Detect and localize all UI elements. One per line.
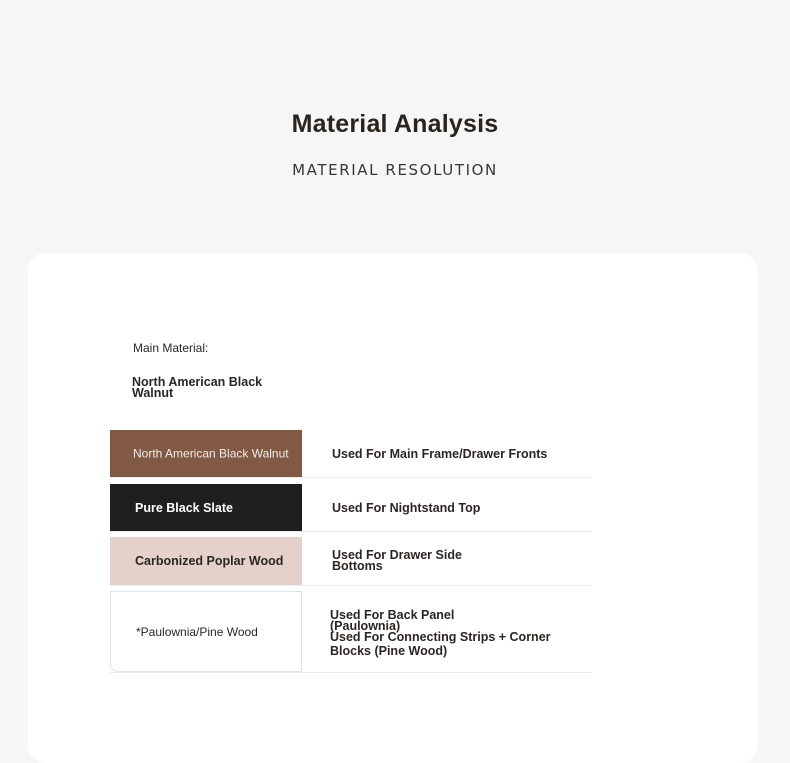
material-card [28, 253, 758, 763]
material-name: North American Black Walnut [133, 446, 289, 460]
material-usage: Used For Drawer Side Bottoms [332, 548, 462, 573]
material-name: *Paulownia/Pine Wood [136, 624, 258, 639]
material-usage: Used For Back Panel (Paulownia) [330, 608, 455, 633]
material-usage: Used For Main Frame/Drawer Fronts [332, 446, 548, 461]
material-swatch [110, 591, 302, 672]
main-material-value: North American Black Walnut [132, 375, 263, 400]
material-swatch [110, 484, 302, 531]
material-swatch [110, 537, 302, 585]
material-row [110, 591, 592, 673]
material-usage-secondary: Used For Connecting Strips + Corner Blocks (Pine Wood) [330, 630, 551, 658]
material-swatch [110, 430, 302, 477]
material-usage: Used For Nightstand Top [332, 500, 481, 515]
material-row [110, 430, 592, 478]
main-material-label: Main Material: [133, 341, 209, 355]
material-row [110, 484, 592, 532]
material-row [110, 537, 592, 586]
material-name: Pure Black Slate [135, 500, 233, 515]
page-title: Material Analysis [291, 110, 499, 138]
material-name: Carbonized Poplar Wood [135, 554, 284, 568]
page-subtitle: MATERIAL RESOLUTION [292, 161, 498, 179]
